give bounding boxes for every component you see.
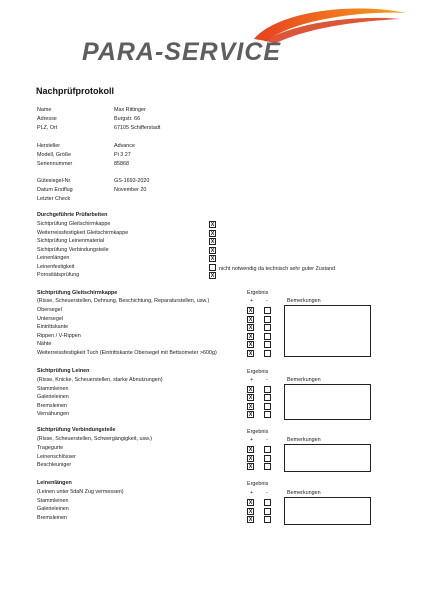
minus-header: - bbox=[266, 298, 268, 304]
pass-checkbox: X bbox=[248, 316, 253, 323]
pass-checkbox: X bbox=[248, 333, 253, 340]
fail-checkbox bbox=[264, 508, 271, 515]
pass-checkbox: X bbox=[248, 517, 253, 523]
plus-header: + bbox=[250, 490, 254, 496]
work-item-label: Leinenlängen bbox=[37, 255, 70, 261]
check-item-label: Leinenschlösser bbox=[37, 453, 76, 460]
work-checkbox: X bbox=[210, 256, 215, 262]
pass-checkbox: X bbox=[248, 508, 253, 515]
paraglider-wing-logo bbox=[250, 3, 410, 43]
pass-checkbox: X bbox=[248, 342, 253, 348]
check-item-label: Obersegel bbox=[37, 307, 62, 313]
field-label: Datum Erstflug bbox=[37, 187, 73, 193]
pass-checkbox: X bbox=[248, 500, 253, 506]
remarks-header: Bemerkungen bbox=[287, 490, 321, 496]
plus-header: + bbox=[250, 298, 254, 304]
result-heading: Ergebnis bbox=[247, 429, 269, 435]
field-label: Adresse bbox=[37, 116, 57, 122]
minus-header: - bbox=[266, 437, 268, 443]
fail-checkbox bbox=[264, 455, 271, 462]
check-item-label: Nähte bbox=[37, 341, 52, 347]
fail-checkbox bbox=[264, 411, 271, 418]
check-item-label: Rippen / V-Rippen bbox=[37, 332, 81, 339]
check-item-label: Stammleinen bbox=[37, 497, 69, 504]
work-checkbox: X bbox=[210, 230, 215, 237]
check-item-label: Tragegurte bbox=[37, 445, 64, 451]
field-label: Name bbox=[37, 107, 52, 113]
work-checkbox bbox=[209, 264, 216, 271]
pass-checkbox: X bbox=[248, 403, 253, 410]
work-item-label: Sichtprüfung Gleitschirmkappe bbox=[37, 221, 111, 227]
work-item-label: Porositätsprüfung bbox=[37, 272, 80, 278]
section-heading: Durchgeführte Prüfarbeiten bbox=[37, 212, 108, 218]
work-item-label: Sichtprüfung Leinenmaterial bbox=[37, 238, 105, 244]
pass-checkbox: X bbox=[248, 308, 253, 314]
work-checkbox: X bbox=[210, 222, 215, 228]
check-item-label: Galerieleinen bbox=[37, 506, 69, 512]
result-heading: Ergebnis bbox=[247, 481, 269, 487]
pass-checkbox: X bbox=[248, 455, 253, 462]
field-value: Burgstr. 66 bbox=[114, 116, 141, 122]
section-subtitle: (Leinen unter 5daN Zug vermessen) bbox=[37, 489, 124, 495]
pass-checkbox: X bbox=[248, 464, 253, 470]
check-item-label: Stammleinen bbox=[37, 385, 69, 392]
section-heading: Sichtprüfung Leinen bbox=[37, 368, 90, 374]
fail-checkbox bbox=[264, 394, 271, 401]
result-heading: Ergebnis bbox=[247, 369, 269, 375]
field-value: Pi 3 27 bbox=[114, 152, 131, 158]
check-item-label: Bremsleinen bbox=[37, 402, 67, 409]
section-heading: Sichtprüfung Gleitschirmkappe bbox=[37, 290, 118, 296]
remarks-box bbox=[284, 384, 371, 420]
fail-checkbox bbox=[264, 516, 271, 523]
check-item-label: Bremsleinen bbox=[37, 514, 67, 521]
section-subtitle: (Risse, Scheuerstellen, Schwergängigkeit, usw.) bbox=[37, 436, 153, 442]
result-heading: Ergebnis bbox=[247, 290, 269, 296]
pass-checkbox: X bbox=[248, 447, 253, 453]
field-label: Seriennummer bbox=[37, 161, 73, 167]
field-value: Max Rittinger bbox=[114, 107, 146, 113]
check-item-label: Eintrittskante bbox=[37, 324, 69, 330]
check-item-label: Galerieleinen bbox=[37, 394, 69, 400]
pass-checkbox: X bbox=[248, 350, 253, 357]
section-heading: Sichtprüfung Verbindungsteile bbox=[37, 427, 116, 433]
remarks-box bbox=[284, 497, 371, 525]
check-item-label: Untersegel bbox=[37, 315, 64, 322]
fail-checkbox bbox=[264, 463, 271, 470]
fail-checkbox bbox=[264, 316, 271, 323]
field-label: Letzter Check bbox=[37, 196, 71, 202]
check-item-label: Weiterreissfestigkeit Tuch (Eintrittskante Obersegel mit Bettsometer >600g) bbox=[37, 349, 217, 356]
plus-header: + bbox=[250, 437, 254, 443]
fail-checkbox bbox=[264, 499, 271, 506]
work-checkbox: X bbox=[210, 247, 215, 254]
field-value: November 20 bbox=[114, 187, 147, 193]
minus-header: - bbox=[266, 490, 268, 496]
pass-checkbox: X bbox=[248, 412, 253, 418]
field-value: GS-1693-2020 bbox=[114, 178, 150, 184]
fail-checkbox bbox=[264, 307, 271, 314]
work-item-label: Leinenfestigkeit bbox=[37, 263, 75, 270]
field-value: 67105 Schifferstadt bbox=[114, 125, 161, 131]
work-item-note: nicht notwendig da technisch sehr guter Zustand bbox=[219, 266, 335, 272]
fail-checkbox bbox=[264, 403, 271, 410]
work-checkbox: X bbox=[210, 273, 215, 279]
pass-checkbox: X bbox=[248, 386, 253, 393]
work-item-label: Weiterreissfestigkeit Gleitschirmkappe bbox=[37, 229, 129, 236]
remarks-box bbox=[284, 444, 371, 472]
plus-header: + bbox=[250, 377, 254, 383]
section-subtitle: (Risse, Scheuerstellen, Dehnung, Beschichtung, Reparaturstellen, usw.) bbox=[37, 298, 210, 304]
work-item-label: Sichtprüfung Verbindungsteile bbox=[37, 246, 109, 253]
fail-checkbox bbox=[264, 350, 271, 357]
page-title: Nachprüfprotokoll bbox=[36, 86, 114, 96]
section-heading: Leinenlängen bbox=[37, 480, 72, 486]
pass-checkbox: X bbox=[248, 395, 253, 401]
fail-checkbox bbox=[264, 341, 271, 348]
field-label: Modell, Größe bbox=[37, 152, 72, 158]
fail-checkbox bbox=[264, 333, 271, 340]
remarks-header: Bemerkungen bbox=[287, 377, 321, 383]
minus-header: - bbox=[266, 377, 268, 383]
field-label: Hersteller bbox=[37, 143, 61, 149]
remarks-header: Bemerkungen bbox=[287, 298, 321, 304]
check-item-label: Vernähungen bbox=[37, 411, 70, 417]
work-checkbox: X bbox=[210, 239, 215, 245]
remarks-header: Bemerkungen bbox=[287, 437, 321, 443]
remarks-box bbox=[284, 305, 371, 357]
fail-checkbox bbox=[264, 324, 271, 331]
field-value: 85868 bbox=[114, 161, 129, 167]
field-value: Advance bbox=[114, 143, 135, 149]
section-subtitle: (Risse, Knicke, Scheuerstellen, starke Abnutzungen) bbox=[37, 377, 163, 383]
field-label: PLZ, Ort bbox=[37, 125, 58, 131]
field-label: Gütesiegel-Nr. bbox=[37, 178, 72, 184]
pass-checkbox: X bbox=[248, 325, 253, 331]
fail-checkbox bbox=[264, 386, 271, 393]
fail-checkbox bbox=[264, 446, 271, 453]
check-item-label: Beschleuniger bbox=[37, 462, 72, 468]
brand-logo-text: PARA-SERVICE bbox=[82, 38, 282, 66]
